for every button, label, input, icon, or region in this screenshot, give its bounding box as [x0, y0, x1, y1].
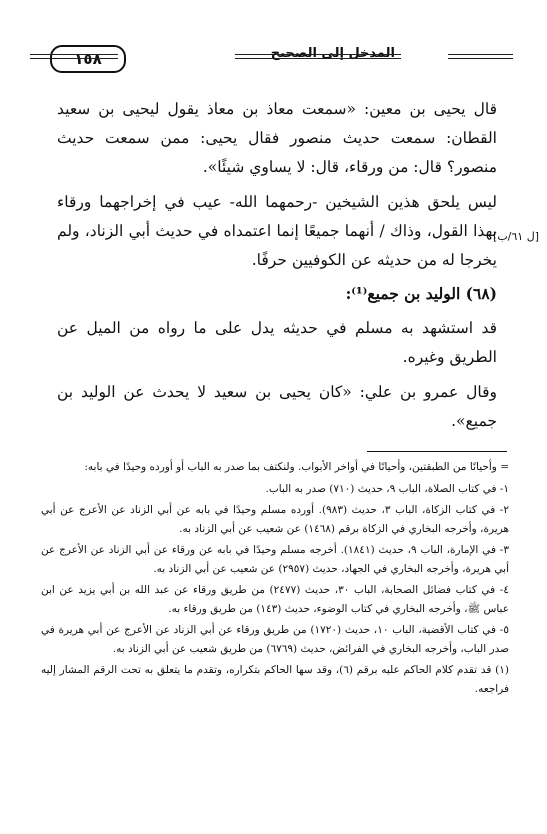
- footnote-separator: [367, 451, 507, 452]
- footnote-continuation: = وأحيانًا من الطبقتين، وأحيانًا في أواخر الأبواب. ولنكتف بما صدر به الباب أو أورده وحيدًا في بابه:: [84, 461, 509, 473]
- footnote-item: ٥- في كتاب الأقضية، الباب ١٠، حديث (١٧٢٠) من طريق ورقاء عن أبي الزناد عن الأعرج عن أبي هريرة في صدر الباب، وأخرجه البخاري في الفرائض، حديث (٦٧٦٩) من طريق شعيب عن أبي الزناد به.: [41, 624, 509, 655]
- manuscript-folio-note: [ل ٦١/ب]: [493, 230, 539, 243]
- paragraph-muslim-istishhad: قد استشهد به مسلم في حديثه يدل على ما رواه من الميل عن الطريق وغيره.: [57, 319, 497, 366]
- page-number: ١٥٨: [50, 45, 126, 73]
- footnote-item: ١- في كتاب الصلاة، الباب ٩، حديث (٧١٠) صدر به الباب.: [265, 482, 509, 495]
- footnote-item: ٢- في كتاب الزكاة، الباب ٣، حديث (٩٨٣). أورده مسلم وحيدًا في بابه عن أبي الزناد عن الأعرج عن أبي هريرة، وأخرجه البخاري في الزكاة برقم (١٤٦٨) عن شعيب عن أبي الزناد به.: [41, 504, 509, 535]
- footnotes: [41, 458, 509, 701]
- footnote-item: ٣- في الإمارة، الباب ٩، حديث (١٨٤١). أخرجه مسلم وحيدًا في بابه عن ورقاء عن أبي الزناد عن الأعرج عن أبي هريرة، وأخرجه البخاري في الجهاد، حديث (٢٩٥٧) عن شعيب عن أبي الزناد به.: [41, 544, 509, 575]
- running-title: المدخل إلى الصحيح: [270, 46, 395, 61]
- header-rule-middle: [235, 54, 401, 59]
- main-text: [57, 95, 497, 436]
- paragraph-amr-ibn-ali: وقال عمرو بن علي: «كان يحيى بن سعيد لا يحدث عن الوليد بن جميع».: [57, 383, 497, 430]
- header-rule-right: [448, 54, 513, 59]
- entry-heading-walid-ibn-jumay: (٦٨) الوليد بن جميع⁽¹⁾:: [345, 284, 497, 303]
- paragraph-shaykhayn: ليس يلحق هذين الشيخين -رحمهما الله- عيب في إخراجهما ورقاء بهذا القول، وذاك / أنهما جميعًا إنما اعتمداه في حديث أبي الزناد، ولم يخرجا له من حديثه عن الكوفيين حرفًا.: [57, 193, 497, 269]
- header-rule-left: [30, 54, 118, 59]
- paragraph-yahya-ibn-maeen: قال يحيى بن معين: «سمعت معاذ بن معاذ يقول ليحيى بن سعيد القطان: سمعت حديث منصور فقال يحيى: ممن سمعت حديث منصور؟ قال: من ورقاء، قال: لا يساوي شيئًا».: [57, 100, 497, 176]
- footnote-item: ٤- في كتاب فضائل الصحابة، الباب ٣٠، حديث (٢٤٧٧) من طريق ورقاء عن عبد الله بن أبي يزيد عن ابن عباس ﷺ، وأخرجه البخاري في كتاب الوضوء، حديث (١٤٣) من طريق ورقاء به.: [41, 584, 509, 615]
- running-header: [30, 40, 513, 76]
- footnote-1: (١) قد تقدم كلام الحاكم عليه برقم (٦)، وقد سها الحاكم بتكراره، وتقدم ما يتعلق به تحت الرقم المشار إليه فراجعه.: [41, 664, 509, 695]
